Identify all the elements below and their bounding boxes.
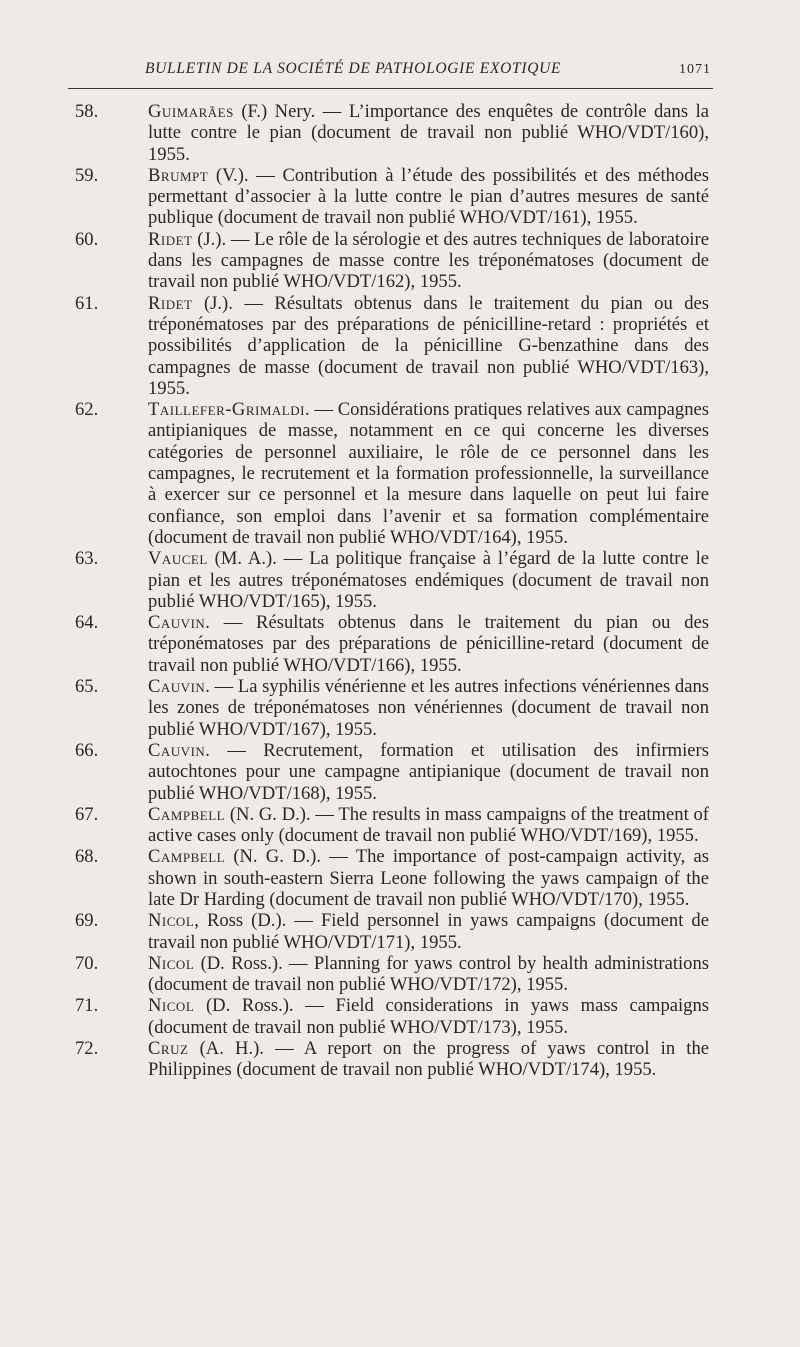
- entry-number: 67.: [75, 803, 99, 825]
- reference-entry: [75, 612, 709, 676]
- entry-number: 69.: [75, 910, 99, 932]
- reference-entry: [75, 399, 709, 548]
- entry-author: Guimarães: [148, 101, 234, 122]
- entry-number: 66.: [75, 739, 99, 761]
- reference-entry: [75, 953, 709, 996]
- entry-number: 70.: [75, 952, 99, 974]
- entry-number: 63.: [75, 548, 99, 570]
- reference-entry: [75, 740, 709, 804]
- entry-text: . — Considérations pratiques relatives aux campagnes antipianiques de masse, notamment en ce qui concerne les diverses catégories de personnel auxiliaire, le rôle de ce personnel dans les campagnes, le recrutement et la formation professionnelle, la surveillance à exercer sur ce personnel et la mesure dans laquelle on peut lui faire confiance, son emploi dans l’avenir et sa formation complémentaire (document de travail non publié WHO/VDT/164), 1955.: [148, 399, 709, 548]
- reference-entry: [75, 229, 709, 293]
- reference-list: [75, 101, 709, 1081]
- entry-text: (V.). — Contribution à l’étude des possibilités et des méthodes permettant d’associer à la lutte contre le pian d’autres mesures de santé publique (document de travail non publié WHO/VDT/161), 1955.: [148, 164, 709, 229]
- running-title: BULLETIN DE LA SOCIÉTÉ DE PATHOLOGIE EXOTIQUE: [145, 60, 562, 77]
- entry-number: 58.: [75, 101, 99, 122]
- reference-entry: [75, 165, 709, 229]
- entry-text: . — Recrutement, formation et utilisation des infirmiers autochtones pour une campagne antipianique (document de travail non publié WHO/VDT/168), 1955.: [148, 739, 709, 804]
- reference-entry: [75, 995, 709, 1038]
- entry-number: 65.: [75, 676, 99, 698]
- entry-text: (A. H.). — A report on the progress of yaws control in the Philippines (document de travail non publié WHO/VDT/174), 1955.: [148, 1038, 709, 1081]
- entry-author: Cauvin: [148, 612, 206, 634]
- entry-author: Vaucel: [148, 548, 208, 570]
- entry-text: . — La syphilis vénérienne et les autres infections vénériennes dans les zones de tréponématoses non vénériennes (document de travail non publié WHO/VDT/167), 1955.: [148, 676, 709, 740]
- entry-text: . — Résultats obtenus dans le traitement du pian ou des tréponématoses par des préparations de pénicilline-retard (document de travail non publié WHO/VDT/166), 1955.: [148, 612, 709, 676]
- entry-author: Taillefer-Grimaldi: [148, 399, 305, 421]
- entry-number: 62.: [75, 399, 99, 421]
- entry-author: Campbell: [148, 803, 226, 825]
- entry-text: (J.). — Le rôle de la sérologie et des autres techniques de laboratoire dans les campagnes de masse contre les tréponématoses (document de travail non publié WHO/VDT/162), 1955.: [148, 228, 709, 293]
- entry-number: 61.: [75, 292, 99, 314]
- entry-text: (M. A.). — La politique française à l’égard de la lutte contre le pian et les autres tréponématoses endémiques (document de travail non publié WHO/VDT/165), 1955.: [148, 548, 709, 612]
- entry-text: (D. Ross.). — Planning for yaws control by health administrations (document de travail non publié WHO/VDT/172), 1955.: [148, 952, 709, 996]
- entry-author: Brumpt: [148, 164, 209, 186]
- entry-author: Nicol: [148, 952, 195, 974]
- entry-number: 72.: [75, 1038, 99, 1060]
- reference-entry: [75, 804, 709, 847]
- reference-entry: [75, 293, 709, 399]
- entry-author: Ridet: [148, 292, 193, 314]
- entry-number: 71.: [75, 995, 99, 1017]
- entry-author: Cauvin: [148, 676, 206, 698]
- entry-text: (N. G. D.). — The results in mass campaigns of the treatment of active cases only (document de travail non publié WHO/VDT/169), 1955.: [148, 803, 709, 847]
- reference-entry: [75, 101, 709, 165]
- reference-entry: [75, 676, 709, 740]
- entry-number: 60.: [75, 228, 99, 250]
- header-rule: [68, 88, 713, 89]
- entry-number: 68.: [75, 846, 99, 868]
- reference-entry: [75, 910, 709, 953]
- reference-entry: [75, 846, 709, 910]
- page-number: 1071: [679, 62, 711, 77]
- entry-number: 64.: [75, 612, 99, 634]
- entry-author: Campbell: [148, 846, 226, 868]
- entry-text: (F.) Nery. — L’importance des enquêtes de contrôle dans la lutte contre le pian (document de travail non publié WHO/VDT/160), 1955.: [148, 101, 709, 165]
- entry-author: Nicol: [148, 910, 195, 932]
- entry-text: , Ross (D.). — Field personnel in yaws campaigns (document de travail non publié WHO/VDT/171), 1955.: [148, 910, 709, 953]
- entry-author: Ridet: [148, 228, 193, 250]
- entry-author: Nicol: [148, 995, 195, 1017]
- entry-author: Cauvin: [148, 739, 206, 761]
- reference-entry: [75, 1038, 709, 1081]
- entry-text: (N. G. D.). — The importance of post-campaign activity, as shown in south-eastern Sierra Leone following the yaws campaign of the late Dr Harding (document de travail non publié WHO/VDT/170), 1955.: [148, 846, 710, 910]
- entry-text: (D. Ross.). — Field considerations in yaws mass campaigns (document de travail non publié WHO/VDT/173), 1955.: [148, 995, 710, 1038]
- entry-author: Cruz: [148, 1038, 189, 1060]
- entry-number: 59.: [75, 164, 99, 186]
- reference-entry: [75, 548, 709, 612]
- page-header: [145, 60, 711, 78]
- entry-text: (J.). — Résultats obtenus dans le traitement du pian ou des tréponématoses par des préparations de pénicilline-retard : propriétés et possibilités d’application de la pénicilline G-benzathine dans des campagnes de masse (document de travail non publié WHO/VDT/163), 1955.: [148, 292, 709, 399]
